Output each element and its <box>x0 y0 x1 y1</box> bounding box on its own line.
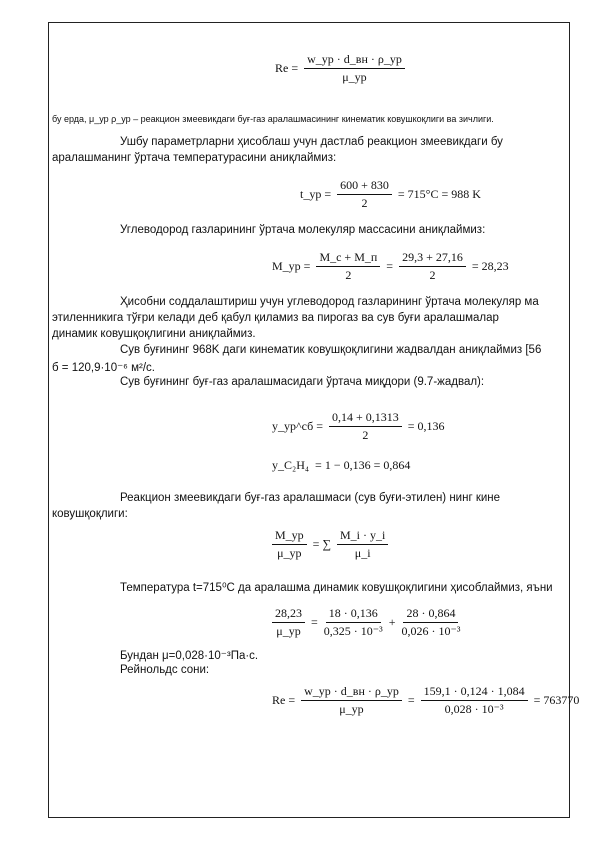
numerator: M_i · y_i <box>337 528 388 545</box>
line-reynolds: Рейнольдс сони: <box>120 664 210 676</box>
denominator: 2 <box>345 268 352 282</box>
paragraph-1-line-1: Ушбу параметрларни ҳисоблаш учун дастлаб реакцион змеевикдаги бу <box>120 136 503 148</box>
line-bundan: Бундан μ=0,028·10⁻³Па·с. <box>120 650 259 662</box>
numerator: 159,1 · 0,124 · 1,084 <box>421 684 528 701</box>
numerator: w_ур · d_вн · ρ_ур <box>301 684 402 701</box>
numerator: 18 · 0,136 <box>326 606 381 623</box>
paragraph-3-line-3: динамик ковушқоқлигини аниқлаймиз. <box>52 328 256 340</box>
denominator: 2 <box>429 268 436 282</box>
paragraph-4-line-2: б = 120,9·10⁻⁶ м²/с. <box>52 362 155 374</box>
fraction-2 <box>324 606 383 639</box>
formula-rhs: = 0,136 <box>407 419 445 433</box>
denominator: μ_ур <box>277 546 302 560</box>
formula-lhs: Re = <box>272 693 296 707</box>
numerator: 0,14 + 0,1313 <box>329 410 402 427</box>
formula-lhs: y_ур^сб = <box>272 419 323 433</box>
formula-temperature <box>300 178 481 211</box>
paragraph-1-line-2: аралашманинг ўртача температурасини аниқлаймиз: <box>52 152 337 164</box>
numerator: 28 · 0,864 <box>403 606 458 623</box>
formula-viscosity-calculation <box>272 606 460 639</box>
equals-sign: = <box>407 693 415 707</box>
denominator: μ_ур <box>276 624 301 638</box>
formula-mixture-viscosity <box>272 528 388 561</box>
denominator: 0,325 · 10⁻³ <box>323 624 383 638</box>
paragraph-7: Температура t=715⁰C да аралашма динамик ковушқоқлигини ҳисоблаймиз, яъни <box>120 582 553 594</box>
formula-lhs: Re = <box>275 61 299 75</box>
equals-sign: = <box>386 259 394 273</box>
fraction-1 <box>301 684 402 717</box>
numerator: w_ур · d_вн · ρ_ур <box>304 52 405 69</box>
formula-reynolds-result <box>272 684 579 717</box>
denominator: 0,026 · 10⁻³ <box>401 624 461 638</box>
numerator: 600 + 830 <box>337 178 392 195</box>
numerator: 29,3 + 27,16 <box>399 250 466 267</box>
fraction-1 <box>272 606 305 639</box>
paragraph-6-line-2: ковушқоқлиги: <box>52 508 128 520</box>
denominator: μ_i <box>354 546 371 560</box>
formula-reynolds-definition <box>275 52 405 85</box>
formula-molecular-mass <box>272 250 509 283</box>
numerator: 28,23 <box>272 606 305 623</box>
paragraph-6-line-1: Реакцион змеевикдаги буғ-газ аралашмаси (сув буғи-этилен) нинг кине <box>120 492 501 504</box>
fraction <box>304 52 405 85</box>
fraction-3 <box>402 606 461 639</box>
plus-sign: + <box>388 615 396 629</box>
denominator: 2 <box>362 428 369 442</box>
paragraph-3-line-1: Ҳисобни соддалаштириш учун углеводород газларининг ўртача молекуляр ма <box>120 296 539 308</box>
fraction-2 <box>337 528 388 561</box>
formula-ethylene-fraction <box>272 458 410 473</box>
fraction-2 <box>399 250 466 283</box>
numerator: M_c + M_п <box>316 250 380 267</box>
paragraph-3-line-2: этиленникига тўғри келади деб қабул қиламиз ва пирогаз ва сув буғи аралашмалар <box>52 312 499 324</box>
fraction-1 <box>272 528 307 561</box>
fraction <box>337 178 392 211</box>
paragraph-5: Сув буғининг буғ-газ аралашмасидаги ўртача миқдори (9.7-жадвал): <box>120 376 485 388</box>
paragraph-4-line-1: Сув буғининг 968K даги кинематик ковушқоқлигини жадвалдан аниқлаймиз [56 <box>120 344 542 356</box>
note-bu-yerda: бу ерда, μ_ур ρ_ур – реакцион змеевикдаги буғ-газ аралашмасининг кинематик ковушкоқлиги ва зичлиги. <box>52 114 494 124</box>
formula-lhs: t_ур = <box>300 187 332 201</box>
formula-rhs: = 1 − 0,136 = 0,864 <box>315 458 411 472</box>
denominator: μ_ур <box>342 70 367 84</box>
numerator: M_ур <box>272 528 307 545</box>
denominator: 0,028 · 10⁻³ <box>444 702 504 716</box>
fraction-2 <box>421 684 528 717</box>
fraction-1 <box>316 250 380 283</box>
formula-steam-fraction <box>272 410 445 443</box>
formula-lhs: M_ур = <box>272 259 311 273</box>
formula-rhs: = 28,23 <box>471 259 509 273</box>
formula-rhs: = 763770 <box>533 693 580 707</box>
denominator: 2 <box>361 196 368 210</box>
denominator: μ_ур <box>339 702 364 716</box>
formula-lhs: y_C₂H₄ <box>272 458 310 472</box>
fraction <box>329 410 402 443</box>
formula-rhs: = 715°C = 988 K <box>397 187 481 201</box>
equals-sign: = <box>311 615 318 629</box>
paragraph-2: Углеводород газларининг ўртача молекуляр массасини аниқлаймиз: <box>120 224 486 236</box>
sum-sign: = ∑ <box>312 537 331 551</box>
